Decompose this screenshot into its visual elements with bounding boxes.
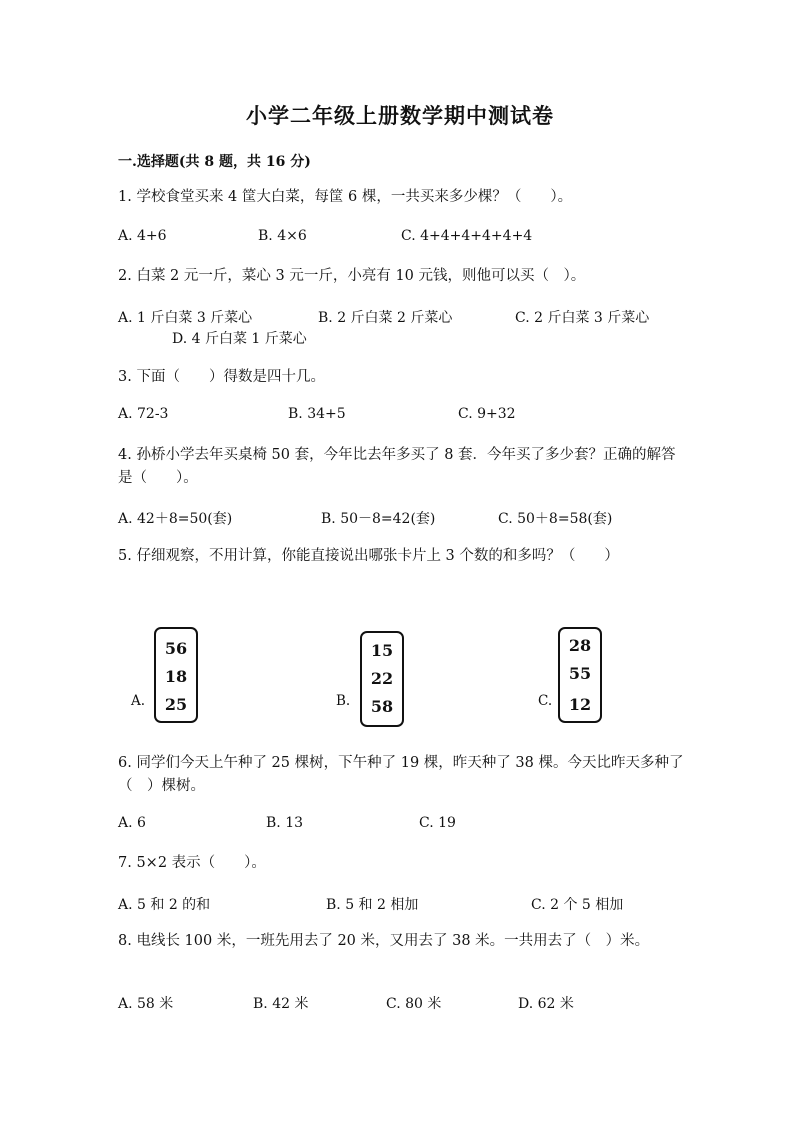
card-number: 25 <box>164 695 188 714</box>
card-b-label[interactable]: B. <box>336 693 351 709</box>
card-number: 12 <box>568 695 592 714</box>
option-a[interactable]: A. 1 斤白菜 3 斤菜心 <box>118 310 253 326</box>
card-a-label[interactable]: A. <box>131 693 146 709</box>
option-b[interactable]: B. 34+5 <box>288 406 346 422</box>
option-b[interactable]: B. 2 斤白菜 2 斤菜心 <box>318 310 453 326</box>
question-2: 2. 白菜 2 元一斤，菜心 3 元一斤，小亮有 10 元钱，则他可以买（ ）。 <box>118 268 586 284</box>
question-8-options <box>118 993 718 1017</box>
card-number: 28 <box>568 636 592 655</box>
question-6-options <box>118 815 718 839</box>
option-c[interactable]: C. 2 斤白菜 3 斤菜心 <box>515 310 650 326</box>
option-b[interactable]: B. 5 和 2 相加 <box>326 897 419 913</box>
option-a[interactable]: A. 5 和 2 的和 <box>118 897 211 913</box>
question-6: 6. 同学们今天上午种了 25 棵树，下午种了 19 棵，昨天种了 38 棵。今天比昨天多种了（ ）棵树。 <box>118 755 684 794</box>
question-5: 5. 仔细观察，不用计算，你能直接说出哪张卡片上 3 个数的和多吗？（ ） <box>118 548 619 564</box>
question-7: 7. 5×2 表示（ ）。 <box>118 855 266 871</box>
question-1-options <box>118 228 718 252</box>
option-c[interactable]: C. 80 米 <box>386 996 442 1012</box>
card-c-label[interactable]: C. <box>538 693 553 709</box>
question-4: 4. 孙桥小学去年买桌椅 50 套，今年比去年多买了 8 套．今年买了多少套？正确的解答是（ ）。 <box>118 447 676 486</box>
option-b[interactable]: B. 4×6 <box>258 228 307 244</box>
option-c[interactable]: C. 50＋8=58(套) <box>498 511 613 527</box>
option-a[interactable]: A. 58 米 <box>118 996 174 1012</box>
question-4-options <box>118 508 718 532</box>
card-number: 18 <box>164 667 188 686</box>
question-3: 3. 下面（ ）得数是四十几。 <box>118 369 325 385</box>
question-1: 1. 学校食堂买来 4 筐大白菜，每筐 6 棵，一共买来多少棵？（ ）。 <box>118 189 573 205</box>
option-a[interactable]: A. 42＋8=50(套) <box>118 511 233 527</box>
page-title: 小学二年级上册数学期中测试卷 <box>246 103 554 128</box>
option-c[interactable]: C. 4+4+4+4+4+4 <box>401 228 533 244</box>
option-b[interactable]: B. 50－8=42(套) <box>321 511 436 527</box>
card-number: 55 <box>568 664 592 683</box>
option-a[interactable]: A. 4+6 <box>118 228 167 244</box>
option-a[interactable]: A. 6 <box>118 815 146 831</box>
option-c[interactable]: C. 9+32 <box>458 406 516 422</box>
option-a[interactable]: A. 72-3 <box>118 406 169 422</box>
card-b[interactable] <box>360 631 404 727</box>
card-number: 15 <box>370 641 394 660</box>
option-d[interactable]: D. 62 米 <box>518 996 574 1012</box>
question-8: 8. 电线长 100 米，一班先用去了 20 米，又用去了 38 米。一共用去了（ ）米。 <box>118 933 650 949</box>
section-heading: 一.选择题(共 8 题，共 16 分) <box>118 154 311 170</box>
card-number: 58 <box>370 697 394 716</box>
card-a[interactable] <box>154 627 198 723</box>
option-c[interactable]: C. 2 个 5 相加 <box>531 897 624 913</box>
option-b[interactable]: B. 13 <box>266 815 304 831</box>
question-7-options <box>118 894 718 918</box>
card-number: 22 <box>370 669 394 688</box>
card-number: 56 <box>164 639 188 658</box>
card-c[interactable] <box>558 627 602 723</box>
question-2-options-cont <box>172 328 772 352</box>
option-b[interactable]: B. 42 米 <box>253 996 309 1012</box>
option-d[interactable]: D. 4 斤白菜 1 斤菜心 <box>172 331 307 347</box>
option-c[interactable]: C. 19 <box>419 815 456 831</box>
question-3-options <box>118 406 718 430</box>
